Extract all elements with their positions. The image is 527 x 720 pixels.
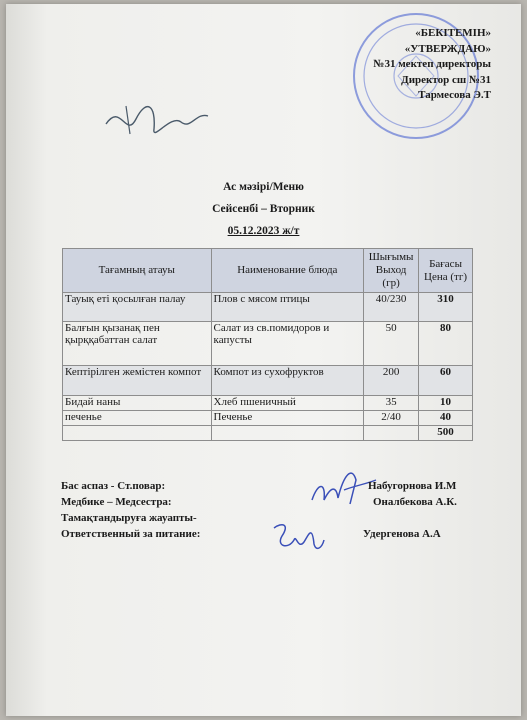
dish-kz: Кептірілген жемістен компот	[63, 366, 212, 396]
table-total-row	[63, 426, 473, 441]
table-row	[63, 366, 473, 396]
dish-kz: Тауық еті қосылған палау	[63, 293, 212, 322]
signature-name: Оналбекова А.К.	[373, 496, 457, 508]
menu-title-block	[6, 176, 521, 242]
dish-kz: Бидай наны	[63, 396, 212, 411]
approval-line: «УТВЕРЖДАЮ»	[404, 42, 491, 55]
signature-name: Набугорнова И.М	[368, 480, 457, 492]
approval-line: «БЕКІТЕМІН»	[415, 27, 491, 39]
table-row	[63, 322, 473, 366]
dish-weight: 200	[364, 366, 419, 396]
signature-role: Ответственный за питание:	[61, 528, 201, 540]
signature-role: Медбике – Медсестра:	[61, 496, 172, 508]
dish-kz: Балғын қызанақ пен қырққабаттан салат	[63, 322, 212, 366]
table-row	[63, 411, 473, 426]
signature-row	[61, 510, 481, 526]
dish-price: 80	[419, 322, 473, 366]
dish-price: 10	[419, 396, 473, 411]
approval-line: №31 мектеп директоры	[373, 58, 491, 70]
table-row	[63, 396, 473, 411]
menu-date: 05.12.2023 ж/т	[227, 225, 300, 237]
total-empty-cell	[63, 426, 212, 441]
signature-row	[61, 478, 481, 494]
table-header-row	[63, 249, 473, 293]
signatures-block	[61, 478, 481, 542]
dish-ru: Компот из сухофруктов	[211, 366, 364, 396]
signature-role: Бас аспаз - Ст.повар:	[61, 480, 166, 492]
dish-ru: Салат из св.помидоров и капусты	[211, 322, 364, 366]
dish-ru: Печенье	[211, 411, 364, 426]
dish-ru: Плов с мясом птицы	[211, 293, 364, 322]
signature-row	[61, 494, 481, 510]
signature-row	[61, 526, 481, 542]
approval-line: Тармесова Э.Т	[418, 89, 491, 101]
header-cell: Наименование блюда	[211, 249, 364, 293]
signature-role: Тамақтандыруға жауапты-	[61, 512, 197, 524]
total-price: 500	[419, 426, 473, 441]
header-cell: Шығымы Выход (гр)	[364, 249, 419, 293]
dish-ru: Хлеб пшеничный	[211, 396, 364, 411]
approval-line: Директор сш №31	[401, 73, 491, 86]
total-empty-cell	[364, 426, 419, 441]
header-cell: Бағасы Цена (тг)	[419, 249, 473, 293]
document-page	[6, 4, 521, 716]
dish-weight: 50	[364, 322, 419, 366]
total-empty-cell	[211, 426, 364, 441]
dish-weight: 2/40	[364, 411, 419, 426]
approval-block	[291, 26, 491, 104]
dish-kz: печенье	[63, 411, 212, 426]
table-row	[63, 293, 473, 322]
header-cell: Тағамның атауы	[63, 249, 212, 293]
dish-weight: 40/230	[364, 293, 419, 322]
dish-weight: 35	[364, 396, 419, 411]
menu-title: Ас мәзірі/Меню	[223, 181, 304, 193]
menu-day: Сейсенбі – Вторник	[212, 203, 315, 215]
dish-price: 40	[419, 411, 473, 426]
director-signature	[96, 94, 216, 149]
menu-table	[62, 248, 473, 441]
dish-price: 310	[419, 293, 473, 322]
dish-price: 60	[419, 366, 473, 396]
signature-name: Удергенова А.А	[363, 528, 441, 540]
